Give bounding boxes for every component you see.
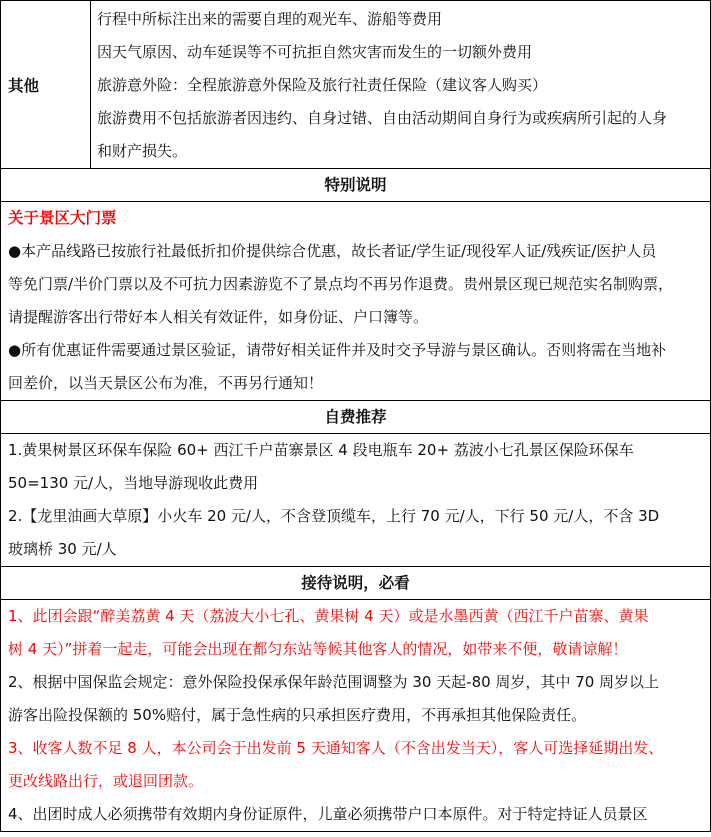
selfpay-line: 2.【龙里油画大草原】小火车 20 元/人，不含登顶缆车，上行 70 元/人，下行 50 元/人，不含 3D — [8, 507, 660, 525]
other-line: 行程中所标注出来的需要自理的观光车、游船等费用 — [97, 10, 443, 28]
selfpay-line: 1.黄果树景区环保车保险 60+ 西江千户苗寨景区 4 段电瓶车 20+ 荔波小七孔景区保险环保车 — [8, 441, 634, 459]
other-line: 旅游费用不包括旅游者因违约、自身过错、自由活动期间自身行为或疾病所引起的人身 — [97, 109, 668, 127]
special-line: 请提醒游客出行带好本人相关有效证件，如身份证、户口簿等。 — [8, 308, 429, 326]
reception-content-row — [1, 600, 711, 832]
reception-item-line: 2、根据中国保监会规定：意外保险投保承保年龄范围调整为 30 天起-80 周岁，其中 70 周岁以上 — [8, 673, 660, 691]
special-line: ●本产品线路已按旅行社最低折扣价提供综合优惠，故长者证/学生证/现役军人证/残疾证/医护人员 — [8, 242, 657, 260]
other-label: 其他 — [1, 1, 91, 169]
other-row — [1, 1, 711, 169]
selfpay-content — [1, 434, 711, 567]
special-subtitle: 关于景区大门票 — [8, 209, 117, 227]
selfpay-title-row — [1, 401, 711, 434]
special-line: 回差价，以当天景区公布为准，不再另行通知！ — [8, 374, 324, 392]
reception-title: 接待说明，必看 — [1, 567, 711, 600]
special-line: 等免门票/半价门票以及不可抗力因素游览不了景点均不再另作退费。贵州景区现已规范实名制购票， — [8, 275, 674, 293]
reception-item-line: 4、出团时成人必须携带有效期内身份证原件，儿童必须携带户口本原件。对于特定持证人员景区 — [8, 805, 648, 823]
selfpay-line: 50=130 元/人，当地导游现收此费用 — [8, 474, 259, 492]
special-line: ●所有优惠证件需要通过景区验证，请带好相关证件并及时交予导游与景区确认。否则将需在当地补 — [8, 341, 667, 359]
reception-item-line: 更改线路出行，或退回团款。 — [8, 772, 204, 790]
special-title: 特别说明 — [1, 169, 711, 202]
special-content-row — [1, 202, 711, 401]
other-line: 旅游意外险：全程旅游意外保险及旅行社责任保险（建议客人购买） — [97, 76, 548, 94]
selfpay-content-row — [1, 434, 711, 567]
special-content — [1, 202, 711, 401]
selfpay-line: 玻璃桥 30 元/人 — [8, 540, 117, 558]
reception-item-line: 树 4 天）”拼着一起走，可能会出现在都匀东站等候其他客人的情况，如带来不便，敬请谅解！ — [8, 640, 628, 658]
reception-item-line: 游客出险投保额的 50%赔付，属于急性病的只承担医疗费用，不再承担其他保险责任。 — [8, 706, 587, 724]
selfpay-title: 自费推荐 — [1, 401, 711, 434]
reception-content — [1, 600, 711, 832]
other-content — [91, 1, 711, 169]
other-line: 因天气原因、动车延误等不可抗拒自然灾害而发生的一切额外费用 — [97, 43, 533, 61]
reception-title-row — [1, 567, 711, 600]
special-title-row — [1, 169, 711, 202]
other-line: 和财产损失。 — [97, 142, 188, 160]
reception-item-line: 3、收客人数不足 8 人，本公司会于出发前 5 天通知客人（不含出发当天），客人可选择延期出发、 — [8, 739, 664, 757]
reception-item-line: 1、此团会跟“醉美荔黄 4 天（荔波大小七孔、黄果树 4 天）或是水墨西黄（西江千户苗寨、黄果 — [8, 607, 649, 625]
